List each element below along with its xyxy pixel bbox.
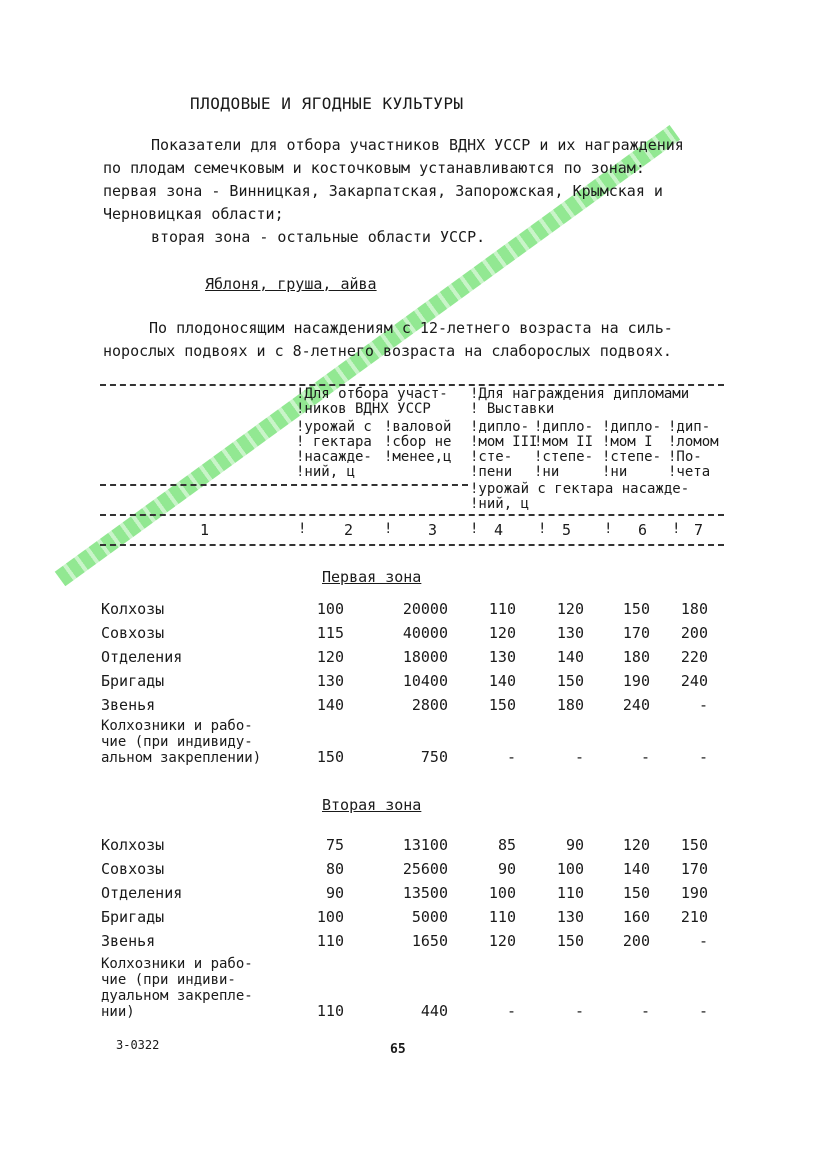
intro-line: по плодам семечковым и косточковым устанавливаются по зонам: [103,159,645,177]
header-text: !степе- [602,449,662,465]
column-number-rule [100,544,724,546]
intro-line: Показатели для отбора участников ВДНХ УССР и их награждения [151,136,684,154]
column-number: 4 [494,521,504,539]
row-label: Звенья [101,696,156,714]
page-title: ПЛОДОВЫЕ И ЯГОДНЫЕ КУЛЬТУРЫ [190,94,464,113]
cell: 200 [680,624,708,642]
cell: 1650 [411,932,448,950]
cell: 100 [556,860,584,878]
header-text: ! гектара [296,434,372,450]
condition-paragraph [103,317,743,363]
cell: - [506,748,516,766]
cell: 750 [420,748,448,766]
header-text: !валовой [384,419,452,435]
row-label: Колхозы [101,836,165,854]
cell: 140 [316,696,344,714]
cell: 80 [325,860,344,878]
header-yield-note [470,482,689,512]
header-text: !Для награждения дипломами [470,386,690,402]
cell: 120 [316,648,344,666]
intro-paragraph [103,134,743,249]
header-text: !дипло- [602,419,662,435]
cell: 20000 [402,600,448,618]
cell: 90 [325,884,344,902]
cell: 200 [622,932,650,950]
header-text: !урожай с [296,419,372,435]
cell: 140 [556,648,584,666]
header-col-2 [296,420,372,480]
cell: 110 [316,932,344,950]
column-number: 1 [200,521,210,539]
cell: 160 [622,908,650,926]
cell: 10400 [402,672,448,690]
cell: 220 [680,648,708,666]
cell: 150 [556,672,584,690]
cell: - [506,1002,516,1020]
intro-line: вторая зона - остальные области УССР. [151,228,486,246]
header-text: !дипло- [470,419,530,435]
cell: 130 [556,908,584,926]
cell: 170 [622,624,650,642]
cell: 13100 [402,836,448,854]
cell: - [698,932,708,950]
cell: - [574,1002,584,1020]
cell: 13500 [402,884,448,902]
row-label: Отделения [101,648,183,666]
cell: 18000 [402,648,448,666]
row-label: Колхозы [101,600,165,618]
cell: 150 [622,884,650,902]
cell: 150 [488,696,516,714]
cell: 170 [680,860,708,878]
cell: 190 [680,884,708,902]
cell: 190 [622,672,650,690]
cell: 100 [488,884,516,902]
column-divider: ! [672,521,681,537]
row-label: Совхозы [101,624,165,642]
header-col-4 [470,420,537,480]
column-number: 6 [638,521,648,539]
cell: 90 [565,836,584,854]
cell: 75 [325,836,344,854]
intro-line: первая зона - Винницкая, Закарпатская, Запорожская, Крымская и [103,182,663,200]
crop-subheading: Яблоня, груша, айва [205,275,377,293]
row-label-line: чие (при индивиду- [101,734,253,750]
header-text: !ников ВДНХ УССР [296,401,431,417]
header-text: !пени [470,464,513,480]
row-label: Отделения [101,884,183,902]
header-text: !мом III [470,434,538,450]
cell: 110 [316,1002,344,1020]
row-label: Бригады [101,672,165,690]
cell: 210 [680,908,708,926]
header-text: !По- [668,449,702,465]
column-divider: ! [470,521,479,537]
cell: 180 [622,648,650,666]
zone-1-title: Первая зона [322,568,422,586]
cell: 25600 [402,860,448,878]
cell: 2800 [411,696,448,714]
cell: 120 [556,600,584,618]
cell: 115 [316,624,344,642]
column-divider: ! [538,521,547,537]
row-label-line: альном закреплении) [101,750,262,766]
header-col-6 [602,420,661,480]
cell: 180 [680,600,708,618]
zone-2-title: Вторая зона [322,796,422,814]
cell: 100 [316,908,344,926]
cell: 130 [316,672,344,690]
cell: - [698,748,708,766]
row-label-line: чие (при индиви- [101,972,236,988]
cell: - [574,748,584,766]
column-number: 7 [694,521,704,539]
cell: 110 [488,908,516,926]
column-number: 5 [562,521,572,539]
header-bottom-rule [100,514,724,516]
header-text: !ний, ц [470,496,530,512]
row-label: Совхозы [101,860,165,878]
document-code: 3-0322 [116,1038,160,1052]
cell: 110 [556,884,584,902]
header-text: !Для отбора участ- [296,386,448,402]
intro-line: Черновицкая области; [103,205,284,223]
header-text: !ломом [668,434,719,450]
column-divider: ! [604,521,613,537]
header-text: !насажде- [296,449,372,465]
header-col-5 [534,420,593,480]
cell: 150 [622,600,650,618]
condition-line: норослых подвоях и с 8-летнего возраста на слаборослых подвоях. [103,342,672,360]
header-text: !дип- [668,419,711,435]
row-label-line: Колхозники и рабо- [101,956,253,972]
row-label: Звенья [101,932,156,950]
header-group-selection [296,387,448,417]
header-text: !ни [534,464,560,480]
cell: 150 [316,748,344,766]
cell: 180 [556,696,584,714]
header-text: !ний, ц [296,464,356,480]
header-group-awards [470,387,689,417]
header-text: !мом II [534,434,594,450]
row-label-line: Колхозники и рабо- [101,718,253,734]
cell: 240 [680,672,708,690]
header-col-7 [668,420,719,480]
cell: - [640,1002,650,1020]
header-text: !ни [602,464,628,480]
header-text: !степе- [534,449,594,465]
row-label: Бригады [101,908,165,926]
cell: 85 [497,836,516,854]
header-text: ! Выставки [470,401,555,417]
header-text: !сбор не [384,434,452,450]
condition-line: По плодоносящим насаждениям с 12-летнего возраста на силь- [149,319,673,337]
column-divider: ! [384,521,393,537]
row-label-line: нии) [101,1004,135,1020]
column-number: 3 [428,521,438,539]
header-col-3 [384,420,451,465]
cell: - [698,696,708,714]
cell: 120 [488,624,516,642]
header-text: !урожай с гектара насажде- [470,481,690,497]
cell: 120 [488,932,516,950]
cell: 240 [622,696,650,714]
header-text: !сте- [470,449,513,465]
cell: 110 [488,600,516,618]
row-label-line: дуальном закрепле- [101,988,253,1004]
cell: - [640,748,650,766]
cell: 140 [622,860,650,878]
cell: 90 [497,860,516,878]
column-number: 2 [344,521,354,539]
cell: 440 [420,1002,448,1020]
row-label-multiline [101,718,261,766]
header-text: !чета [668,464,711,480]
cell: 140 [488,672,516,690]
header-text: !дипло- [534,419,594,435]
header-mid-rule [100,484,468,486]
cell: - [698,1002,708,1020]
cell: 120 [622,836,650,854]
row-label-multiline [101,956,253,1020]
cell: 40000 [402,624,448,642]
cell: 150 [556,932,584,950]
column-divider: ! [298,521,307,537]
header-text: !мом I [602,434,653,450]
cell: 100 [316,600,344,618]
cell: 130 [488,648,516,666]
header-text: !менее,ц [384,449,452,465]
page-number: 65 [390,1042,406,1057]
cell: 5000 [411,908,448,926]
cell: 130 [556,624,584,642]
cell: 150 [680,836,708,854]
